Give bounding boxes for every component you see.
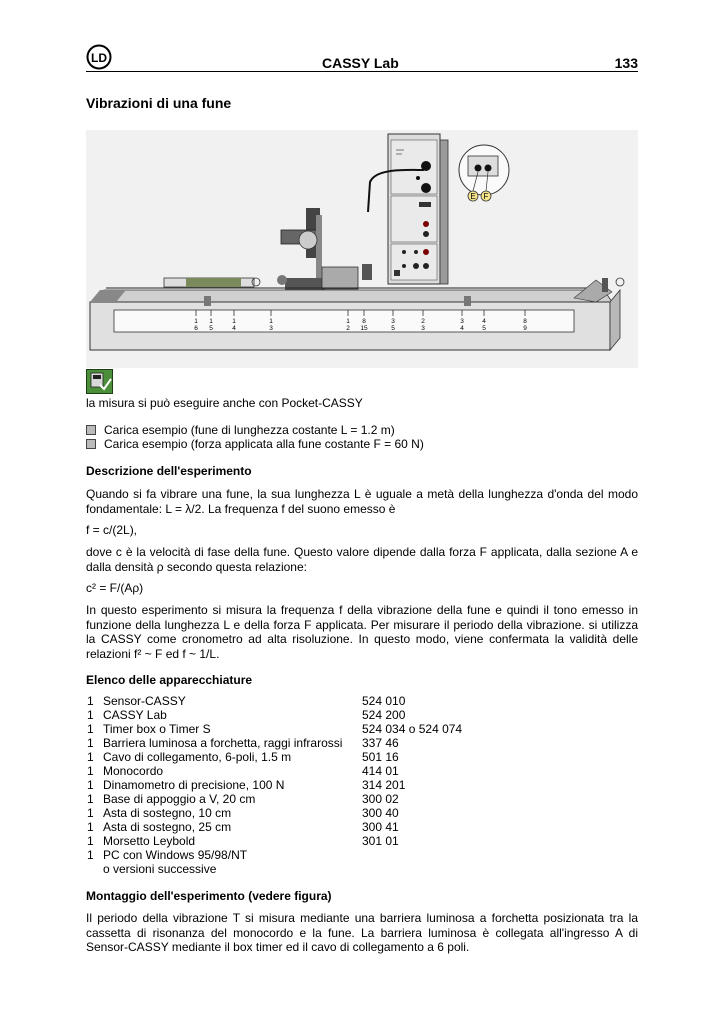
- scale-tick-denominator: 15: [360, 325, 368, 332]
- equipment-code: 524 200: [362, 708, 406, 722]
- equipment-qty: 1: [87, 722, 94, 736]
- scale-tick-denominator: 4: [460, 325, 464, 332]
- equipment-row: [86, 806, 638, 820]
- equipment-name: Barriera luminosa a forchetta, raggi infrarossi: [103, 736, 343, 750]
- equipment-code: 524 034 o 524 074: [362, 722, 463, 736]
- equipment-name: Timer box o Timer S: [103, 722, 211, 736]
- equipment-name: Monocordo: [103, 764, 164, 778]
- setup-heading: Montaggio dell'esperimento (vedere figura): [86, 889, 332, 903]
- scale-tick-numerator: 3: [391, 318, 395, 325]
- scale-tick-denominator: 4: [232, 325, 236, 332]
- equipment-row: [86, 764, 638, 778]
- header-rule: [86, 71, 638, 72]
- equipment-code: 524 010: [362, 694, 406, 708]
- scale-tick-denominator: 5: [482, 325, 486, 332]
- equipment-name: Sensor-CASSY: [103, 694, 186, 708]
- equipment-name: Cavo di collegamento, 6-poli, 1.5 m: [103, 750, 292, 764]
- logo-text: LD: [91, 51, 107, 65]
- equipment-row: [86, 708, 638, 722]
- equipment-name: Dinamometro di precisione, 100 N: [103, 778, 285, 792]
- scale-tick-denominator: 3: [269, 325, 273, 332]
- equation-frequency: f = c/(2L),: [86, 523, 138, 537]
- description-paragraph-1: Quando si fa vibrare una fune, la sua lunghezza L è uguale a metà della lunghezza d'onda del modo fondamentale: L = λ/2. La frequenza f del suono emesso è: [86, 487, 638, 516]
- equipment-qty: 1: [87, 750, 94, 764]
- scale-tick-numerator: 1: [232, 318, 236, 325]
- scale-tick-numerator: 4: [482, 318, 486, 325]
- equipment-row: [86, 736, 638, 750]
- equipment-list: [86, 694, 638, 876]
- scale-tick-denominator: 5: [391, 325, 395, 332]
- equipment-code: 300 41: [362, 820, 399, 834]
- equipment-row: [86, 694, 638, 708]
- equipment-row: [86, 848, 638, 862]
- description-heading: Descrizione dell'esperimento: [86, 464, 252, 478]
- cassy-rack: [388, 134, 448, 284]
- equipment-code: 300 02: [362, 792, 399, 806]
- equipment-qty: 1: [87, 820, 94, 834]
- pocket-cassy-icon: [86, 369, 113, 394]
- pocket-cassy-note: la misura si può eseguire anche con Pocket-CASSY: [86, 396, 363, 410]
- equipment-code: 501 16: [362, 750, 399, 764]
- scale-tick-numerator: 8: [362, 318, 366, 325]
- scale-tick-denominator: 6: [194, 325, 198, 332]
- equipment-row: [86, 862, 638, 876]
- scale-tick-numerator: 1: [269, 318, 273, 325]
- scale-tick-numerator: 1: [209, 318, 213, 325]
- scale-tick-denominator: 9: [523, 325, 527, 332]
- equipment-row: [86, 722, 638, 736]
- equipment-heading: Elenco delle apparecchiature: [86, 673, 253, 687]
- scale-tick-numerator: 3: [460, 318, 464, 325]
- equipment-name: o versioni successive: [103, 862, 217, 876]
- equipment-code: 337 46: [362, 736, 399, 750]
- equipment-code: 301 01: [362, 834, 399, 848]
- setup-paragraph: Il periodo della vibrazione T si misura mediante una barriera luminosa a forchetta posizionata tra la cassetta di risonanza del monocordo e la fune. La barriera luminosa è collegata all'ingresso A di Sensor-CASSY mediante il box timer ed il cavo di collegamento a 6 poli.: [86, 911, 638, 954]
- equipment-qty: 1: [87, 778, 94, 792]
- equipment-row: [86, 820, 638, 834]
- equipment-qty: 1: [87, 792, 94, 806]
- page-number: 133: [614, 55, 638, 71]
- example-bullet-icon: [86, 425, 96, 435]
- scale-tick-denominator: 5: [209, 325, 213, 332]
- equipment-qty: 1: [87, 694, 94, 708]
- equipment-row: [86, 750, 638, 764]
- equipment-qty: 1: [87, 708, 94, 722]
- example-bullet-icon: [86, 439, 96, 449]
- scale-tick-numerator: 8: [523, 318, 527, 325]
- connector-label-f: F: [483, 192, 489, 201]
- equipment-name: CASSY Lab: [103, 708, 167, 722]
- equipment-qty: 1: [87, 736, 94, 750]
- equipment-code: 300 40: [362, 806, 399, 820]
- equipment-qty: 1: [87, 764, 94, 778]
- equipment-qty: 1: [87, 834, 94, 848]
- example-link-length[interactable]: Carica esempio (fune di lunghezza costante L = 1.2 m): [86, 423, 395, 437]
- example-link-force[interactable]: Carica esempio (forza applicata alla fune costante F = 60 N): [86, 437, 424, 451]
- equipment-code: 314 201: [362, 778, 406, 792]
- equipment-qty: 1: [87, 848, 94, 862]
- equipment-name: Asta di sostegno, 10 cm: [103, 806, 232, 820]
- equipment-row: [86, 834, 638, 848]
- equipment-row: [86, 792, 638, 806]
- equipment-code: 414 01: [362, 764, 399, 778]
- dynamometer: [164, 278, 260, 287]
- description-paragraph-3: In questo esperimento si misura la frequenza f della vibrazione della fune e quindi il tono emesso in funzione della lunghezza L e della forza F applicata. Per misurare il periodo della vibrazione. si utilizza la CASSY come cronometro ad alta risoluzione. In questo modo, viene confermata la validità delle relazioni f² ~ F ed f ~ 1/L.: [86, 603, 638, 661]
- equipment-name: Base di appoggio a V, 20 cm: [103, 792, 256, 806]
- page-title: Vibrazioni di una fune: [86, 95, 232, 111]
- equipment-row: [86, 778, 638, 792]
- equipment-name: Morsetto Leybold: [103, 834, 196, 848]
- connector-label-e: E: [470, 192, 476, 201]
- experiment-setup-figure: [86, 130, 638, 368]
- scale-tick-numerator: 1: [346, 318, 350, 325]
- equipment-name: PC con Windows 95/98/NT: [103, 848, 248, 862]
- equation-phase-velocity: c² = F/(Aρ): [86, 581, 144, 595]
- scale-tick-numerator: 2: [421, 318, 425, 325]
- scale-tick-denominator: 2: [346, 325, 350, 332]
- scale-tick-denominator: 3: [421, 325, 425, 332]
- scale-tick-numerator: 1: [194, 318, 198, 325]
- description-paragraph-2: dove c è la velocità di fase della fune. Questo valore dipende dalla forza F applicata, dalla sezione A e dalla densità ρ secondo questa relazione:: [86, 545, 638, 574]
- equipment-qty: 1: [87, 806, 94, 820]
- ld-logo: [86, 44, 112, 70]
- equipment-name: Asta di sostegno, 25 cm: [103, 820, 232, 834]
